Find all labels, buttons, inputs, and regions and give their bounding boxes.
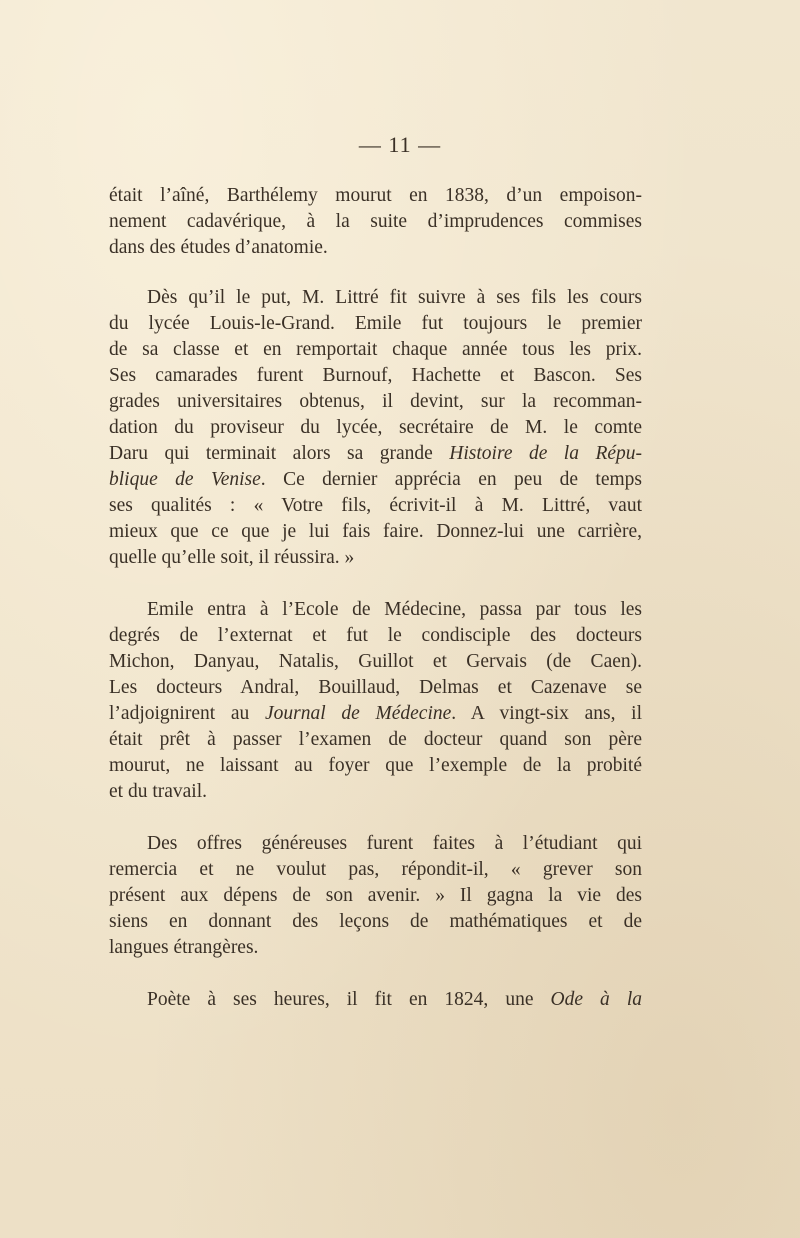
text-run: Dès qu’il le put, M. Littré fit suivre à ses fils les cours xyxy=(147,287,642,308)
paragraph xyxy=(109,285,642,571)
text-run: ses qualités : « Votre fils, écrivit-il à M. Littré, vaut xyxy=(109,495,642,516)
text-line xyxy=(109,493,642,519)
text-run: Michon, Danyau, Natalis, Guillot et Gervais (de Caen). xyxy=(109,651,642,672)
body-text xyxy=(109,183,642,1039)
text-line xyxy=(109,987,642,1013)
text-line xyxy=(109,701,642,727)
text-run: Des offres généreuses furent faites à l’étudiant qui xyxy=(147,833,642,854)
text-run: était l’aîné, Barthélemy mourut en 1838, d’un empoison- xyxy=(109,185,642,206)
paragraph xyxy=(109,597,642,805)
text-line xyxy=(109,415,642,441)
text-line xyxy=(109,753,642,779)
text-run: l’adjoignirent au xyxy=(109,703,265,724)
italic-title: Journal de Médecine xyxy=(264,703,452,724)
text-line xyxy=(109,337,642,363)
text-run: siens en donnant des leçons de mathématiques et de xyxy=(109,911,642,932)
text-run: Les docteurs Andral, Bouillaud, Delmas et Cazenave se xyxy=(109,677,642,698)
text-line xyxy=(109,545,642,571)
text-line xyxy=(109,209,642,235)
text-run: présent aux dépens de son avenir. » Il gagna la vie des xyxy=(109,885,642,906)
text-line xyxy=(109,467,642,493)
text-run: Poète à ses heures, il fit en 1824, une xyxy=(147,989,551,1010)
paragraph xyxy=(109,987,642,1013)
text-line xyxy=(109,831,642,857)
text-run: Daru qui terminait alors sa grande xyxy=(109,443,450,464)
text-run: . Ce dernier apprécia en peu de temps xyxy=(260,469,642,490)
text-line xyxy=(109,935,642,961)
page-number: — 11 — xyxy=(358,132,442,157)
text-line xyxy=(109,285,642,311)
text-run: remercia et ne voulut pas, répondit-il, « grever son xyxy=(109,859,642,880)
text-line xyxy=(109,389,642,415)
text-line xyxy=(109,857,642,883)
italic-title: Histoire de la Répu- xyxy=(449,443,642,464)
text-line xyxy=(109,519,642,545)
text-run: mourut, ne laissant au foyer que l’exemple de la probité xyxy=(109,755,642,776)
text-run: dans des études d’anatomie. xyxy=(109,237,328,258)
text-line xyxy=(109,441,642,467)
text-line xyxy=(109,363,642,389)
text-line xyxy=(109,311,642,337)
text-run: quelle qu’elle soit, il réussira. » xyxy=(109,547,355,568)
text-run: et du travail. xyxy=(109,781,208,802)
text-run: nement cadavérique, à la suite d’imprudences commises xyxy=(109,211,642,232)
text-run: de sa classe et en remportait chaque année tous les prix. xyxy=(109,339,642,360)
text-line xyxy=(109,909,642,935)
text-run: Ses camarades furent Burnouf, Hachette et Bascon. Ses xyxy=(109,365,642,386)
text-line xyxy=(109,183,642,209)
text-line xyxy=(109,883,642,909)
text-run: était prêt à passer l’examen de docteur quand son père xyxy=(109,729,642,750)
text-line xyxy=(109,597,642,623)
text-line xyxy=(109,235,642,261)
text-line xyxy=(109,727,642,753)
paragraph xyxy=(109,831,642,961)
text-run: dation du proviseur du lycée, secrétaire de M. le comte xyxy=(109,417,642,438)
text-run: grades universitaires obtenus, il devint, sur la recomman- xyxy=(109,391,642,412)
text-run: . A vingt-six ans, il xyxy=(451,703,642,724)
text-line xyxy=(109,675,642,701)
italic-title: Ode à la xyxy=(550,989,642,1010)
text-run: Emile entra à l’Ecole de Médecine, passa par tous les xyxy=(147,599,642,620)
text-run: degrés de l’externat et fut le condisciple des docteurs xyxy=(109,625,642,646)
text-line xyxy=(109,623,642,649)
text-line xyxy=(109,779,642,805)
italic-title: blique de Venise xyxy=(109,469,261,490)
text-run: mieux que ce que je lui fais faire. Donnez-lui une carrière, xyxy=(109,521,642,542)
text-run: langues étrangères. xyxy=(109,937,259,958)
paragraph xyxy=(109,183,642,261)
text-line xyxy=(109,649,642,675)
text-run: du lycée Louis-le-Grand. Emile fut toujours le premier xyxy=(109,313,642,334)
